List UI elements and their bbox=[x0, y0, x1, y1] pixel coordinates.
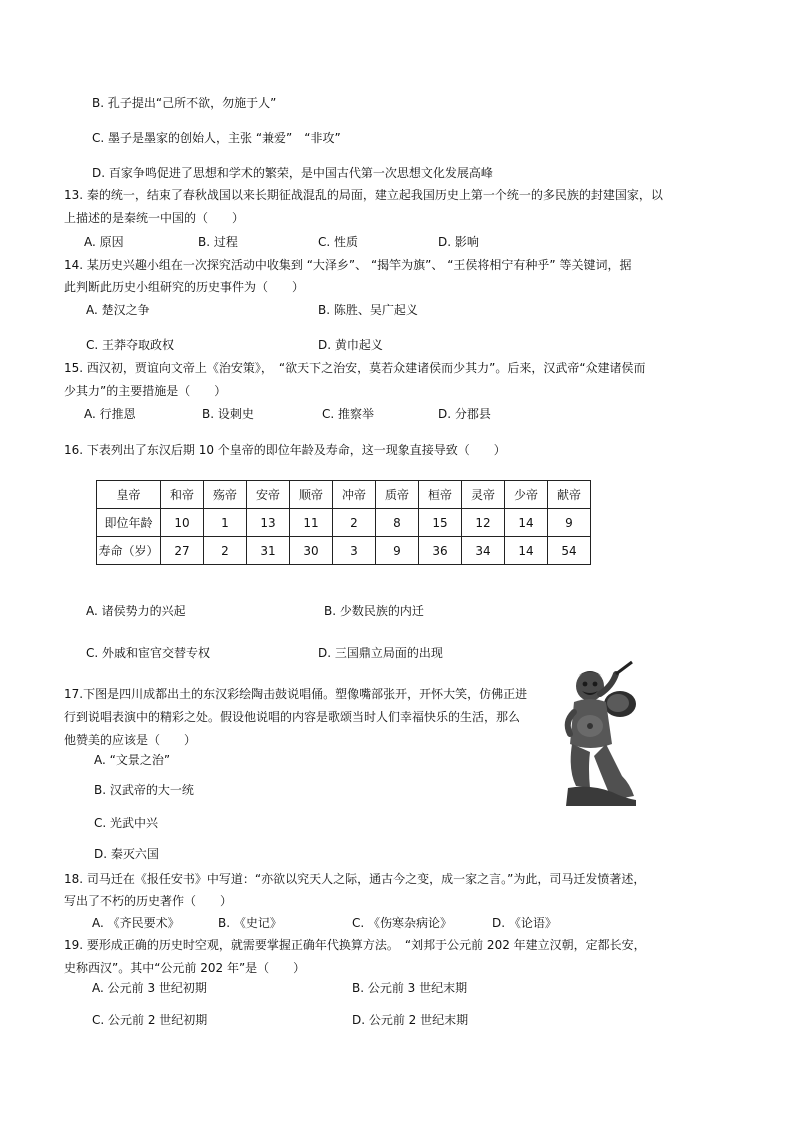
q15-option-d: D. 分郡县 bbox=[438, 407, 491, 421]
table-cell: 献帝 bbox=[548, 481, 591, 509]
q18-stem-line1: 18. 司马迁在《报任安书》中写道：“亦欲以究天人之际，通古今之变，成一家之言。”为此，司马迁发愤著述， bbox=[64, 872, 646, 886]
table-cell: 11 bbox=[290, 509, 333, 537]
table-cell: 3 bbox=[333, 537, 376, 565]
q16-option-b: B. 少数民族的内迁 bbox=[324, 604, 424, 618]
q15-option-a: A. 行推恩 bbox=[84, 407, 136, 421]
q14-option-c: C. 王莽夺取政权 bbox=[86, 338, 175, 352]
q17-option-d: D. 秦灭六国 bbox=[94, 847, 159, 861]
q12-option-b: B. 孔子提出“己所不欲，勿施于人” bbox=[92, 96, 277, 110]
q16-stem: 16. 下表列出了东汉后期 10 个皇帝的即位年龄及寿命，这一现象直接导致（ ） bbox=[64, 443, 506, 457]
q16-option-c: C. 外戚和宦官交替专权 bbox=[86, 646, 211, 660]
table-cell: 2 bbox=[204, 537, 247, 565]
table-cell: 安帝 bbox=[247, 481, 290, 509]
q18-option-c: C. 《伤寒杂病论》 bbox=[352, 916, 453, 930]
q17-option-a: A. “文景之治” bbox=[94, 753, 171, 767]
table-cell: 10 bbox=[161, 509, 204, 537]
q17-option-b: B. 汉武帝的大一统 bbox=[94, 783, 194, 797]
table-cell: 质帝 bbox=[376, 481, 419, 509]
table-row-label: 寿命（岁） bbox=[97, 537, 161, 565]
q17-stem-line3: 他赞美的应该是（ ） bbox=[64, 733, 197, 747]
table-cell: 1 bbox=[204, 509, 247, 537]
q17-stem-line2: 行到说唱表演中的精彩之处。假设他说唱的内容是歌颂当时人们幸福快乐的生活，那么 bbox=[64, 710, 521, 724]
q13-stem-line1: 13. 秦的统一，结束了春秋战国以来长期征战混乱的局面，建立起我国历史上第一个统一的多民族的封建国家，以 bbox=[64, 188, 663, 202]
storyteller-figurine-image bbox=[560, 660, 640, 808]
q14-stem-line1: 14. 某历史兴趣小组在一次探究活动中收集到 “大泽乡”、 “揭竿为旗”、 “王侯将相宁有种乎” 等关键词，据 bbox=[64, 258, 632, 272]
q19-option-c: C. 公元前 2 世纪初期 bbox=[92, 1013, 208, 1027]
q14-option-d: D. 黄巾起义 bbox=[318, 338, 383, 352]
q13-option-b: B. 过程 bbox=[198, 235, 238, 249]
q16-option-d: D. 三国鼎立局面的出现 bbox=[318, 646, 443, 660]
table-cell: 14 bbox=[505, 537, 548, 565]
table-cell: 2 bbox=[333, 509, 376, 537]
table-cell: 8 bbox=[376, 509, 419, 537]
table-cell: 30 bbox=[290, 537, 333, 565]
table-cell: 冲帝 bbox=[333, 481, 376, 509]
q17-option-c: C. 光武中兴 bbox=[94, 816, 159, 830]
table-cell: 少帝 bbox=[505, 481, 548, 509]
table-cell: 9 bbox=[376, 537, 419, 565]
q15-option-b: B. 设刺史 bbox=[202, 407, 254, 421]
table-cell: 36 bbox=[419, 537, 462, 565]
q13-option-a: A. 原因 bbox=[84, 235, 124, 249]
q18-option-d: D. 《论语》 bbox=[492, 916, 557, 930]
q14-stem-line2: 此判断此历史小组研究的历史事件为（ ） bbox=[64, 280, 305, 294]
q16-option-a: A. 诸侯势力的兴起 bbox=[86, 604, 186, 618]
table-cell: 54 bbox=[548, 537, 591, 565]
table-cell: 27 bbox=[161, 537, 204, 565]
table-cell: 31 bbox=[247, 537, 290, 565]
q18-stem-line2: 写出了不朽的历史著作（ ） bbox=[64, 894, 233, 908]
q13-option-c: C. 性质 bbox=[318, 235, 359, 249]
q14-option-a: A. 楚汉之争 bbox=[86, 303, 150, 317]
table-cell: 桓帝 bbox=[419, 481, 462, 509]
q19-option-b: B. 公元前 3 世纪末期 bbox=[352, 981, 468, 995]
table-row-label: 即位年龄 bbox=[97, 509, 161, 537]
table-row-lifespans bbox=[97, 537, 591, 565]
table-cell: 14 bbox=[505, 509, 548, 537]
table-cell: 灵帝 bbox=[462, 481, 505, 509]
table-cell: 殇帝 bbox=[204, 481, 247, 509]
table-cell: 13 bbox=[247, 509, 290, 537]
table-cell: 34 bbox=[462, 537, 505, 565]
table-cell: 9 bbox=[548, 509, 591, 537]
q15-option-c: C. 推察举 bbox=[322, 407, 375, 421]
q19-stem-line2: 史称西汉”。其中“公元前 202 年”是（ ） bbox=[64, 961, 306, 975]
q19-option-d: D. 公元前 2 世纪末期 bbox=[352, 1013, 469, 1027]
table-row-ages bbox=[97, 509, 591, 537]
q13-option-d: D. 影响 bbox=[438, 235, 479, 249]
q15-stem-line1: 15. 西汉初，贾谊向文帝上《治安策》， “欲天下之治安，莫若众建诸侯而少其力”。后来，汉武帝“众建诸侯而 bbox=[64, 361, 646, 375]
q15-stem-line2: 少其力”的主要措施是（ ） bbox=[64, 384, 227, 398]
table-row-emperors bbox=[97, 481, 591, 509]
q12-option-d: D. 百家争鸣促进了思想和学术的繁荣，是中国古代第一次思想文化发展高峰 bbox=[92, 166, 493, 180]
table-cell: 15 bbox=[419, 509, 462, 537]
table-cell: 顺帝 bbox=[290, 481, 333, 509]
q17-stem-line1: 17.下图是四川成都出土的东汉彩绘陶击鼓说唱俑。塑像嘴部张开，开怀大笑，仿佛正进 bbox=[64, 687, 528, 701]
q13-stem-line2: 上描述的是秦统一中国的（ ） bbox=[64, 211, 245, 225]
table-header-label: 皇帝 bbox=[97, 481, 161, 509]
q18-option-b: B. 《史记》 bbox=[218, 916, 282, 930]
figurine-illustration bbox=[560, 660, 640, 808]
q19-stem-line1: 19. 要形成正确的历史时空观，就需要掌握正确年代换算方法。 “刘邦于公元前 202 年建立汉朝，定都长安， bbox=[64, 938, 646, 952]
q12-option-c: C. 墨子是墨家的创始人，主张 “兼爱” “非攻” bbox=[92, 131, 341, 145]
q18-option-a: A. 《齐民要术》 bbox=[92, 916, 180, 930]
table-cell: 和帝 bbox=[161, 481, 204, 509]
emperor-table bbox=[96, 480, 591, 565]
table-cell: 12 bbox=[462, 509, 505, 537]
q14-option-b: B. 陈胜、吴广起义 bbox=[318, 303, 418, 317]
q19-option-a: A. 公元前 3 世纪初期 bbox=[92, 981, 207, 995]
